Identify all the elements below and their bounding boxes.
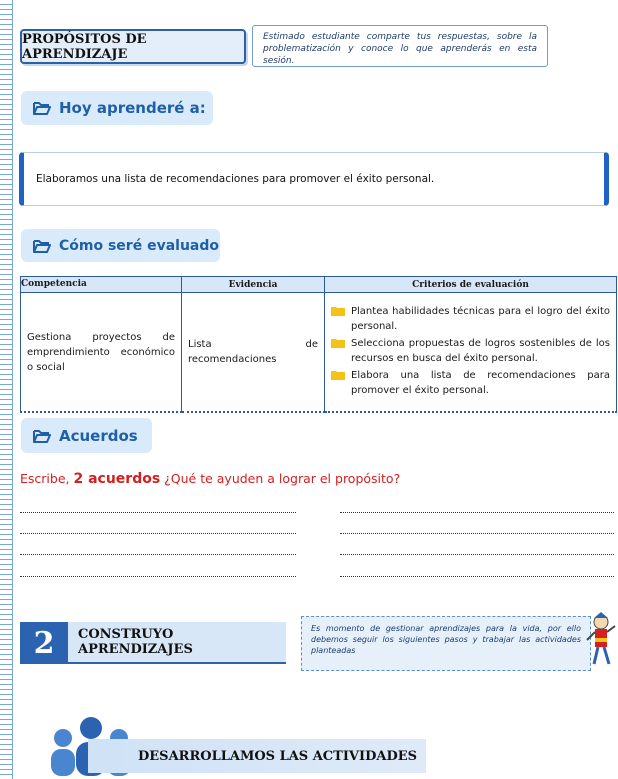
page-title: PROPÓSITOS DE APRENDIZAJE — [20, 29, 246, 64]
agreements-heading-label: Acuerdos — [59, 426, 138, 445]
writing-line[interactable] — [20, 576, 296, 577]
evaluation-heading — [21, 229, 220, 262]
notebook-binding — [0, 0, 13, 779]
agreements-prompt — [20, 471, 610, 487]
folder-open-icon — [33, 239, 51, 253]
folder-open-icon — [33, 101, 51, 115]
criteria-cell — [325, 293, 617, 413]
evidence-word: Lista — [188, 339, 212, 350]
develop-title-label: DESARROLLAMOS LAS ACTIVIDADES — [138, 748, 418, 764]
step-title: CONSTRUYO APRENDIZAJES — [68, 622, 286, 664]
writing-line[interactable] — [340, 533, 614, 534]
list-item — [331, 368, 610, 398]
folder-icon — [331, 306, 345, 316]
learn-heading-label: Hoy aprenderé a: — [59, 99, 206, 117]
table-header-row — [21, 277, 617, 293]
folder-icon — [331, 338, 345, 348]
criterion-text: Plantea habilidades técnicas para el logro del éxito personal. — [351, 306, 610, 332]
evaluation-table — [20, 276, 617, 413]
column-header: Criterios de evaluación — [325, 277, 617, 293]
criterion-text: Elabora una lista de recomendaciones para promover el éxito personal. — [351, 370, 610, 396]
criterion-text: Selecciona propuestas de logros sostenibles de los recursos en busca del éxito personal. — [351, 338, 610, 364]
step-note: Es momento de gestionar aprendizajes para la vida, por ello debemos seguir los siguientes pasos y trabajar las actividades planteadas — [301, 616, 591, 671]
folder-open-icon — [33, 429, 51, 443]
mascot-icon — [586, 612, 616, 668]
step-number: 2 — [20, 622, 68, 664]
agreements-heading — [21, 418, 152, 453]
writing-line[interactable] — [20, 533, 296, 534]
criteria-list — [331, 304, 610, 398]
prompt-prefix: Escribe, — [20, 471, 74, 486]
column-header: Evidencia — [182, 277, 325, 293]
evaluation-heading-label: Cómo seré evaluado — [59, 237, 219, 254]
writing-line[interactable] — [340, 554, 614, 555]
intro-note: Estimado estudiante comparte tus respuestas, sobre la problematización y conoce lo que aprenderás en esta sesión. — [252, 25, 548, 67]
evidence-word: recomendaciones — [188, 354, 277, 365]
prompt-bold: 2 acuerdos — [73, 471, 161, 487]
writing-line[interactable] — [20, 554, 296, 555]
writing-line[interactable] — [340, 512, 614, 513]
list-item — [331, 304, 610, 334]
folder-icon — [331, 370, 345, 380]
column-header: Competencia — [21, 277, 182, 293]
learning-goal-text: Elaboramos una lista de recomendaciones para promover el éxito personal. — [36, 173, 435, 185]
learning-goal — [19, 152, 609, 206]
develop-title — [88, 739, 426, 773]
competence-cell: Gestiona proyectos de emprendimiento económico o social — [21, 293, 182, 413]
list-item — [331, 336, 610, 366]
learn-heading — [21, 91, 213, 125]
prompt-suffix: ¿Qué te ayuden a lograr el propósito? — [160, 471, 401, 486]
evidence-word: de — [305, 339, 318, 350]
writing-line[interactable] — [20, 512, 296, 513]
writing-line[interactable] — [340, 576, 614, 577]
table-row — [21, 293, 617, 413]
evidence-cell — [182, 293, 325, 413]
